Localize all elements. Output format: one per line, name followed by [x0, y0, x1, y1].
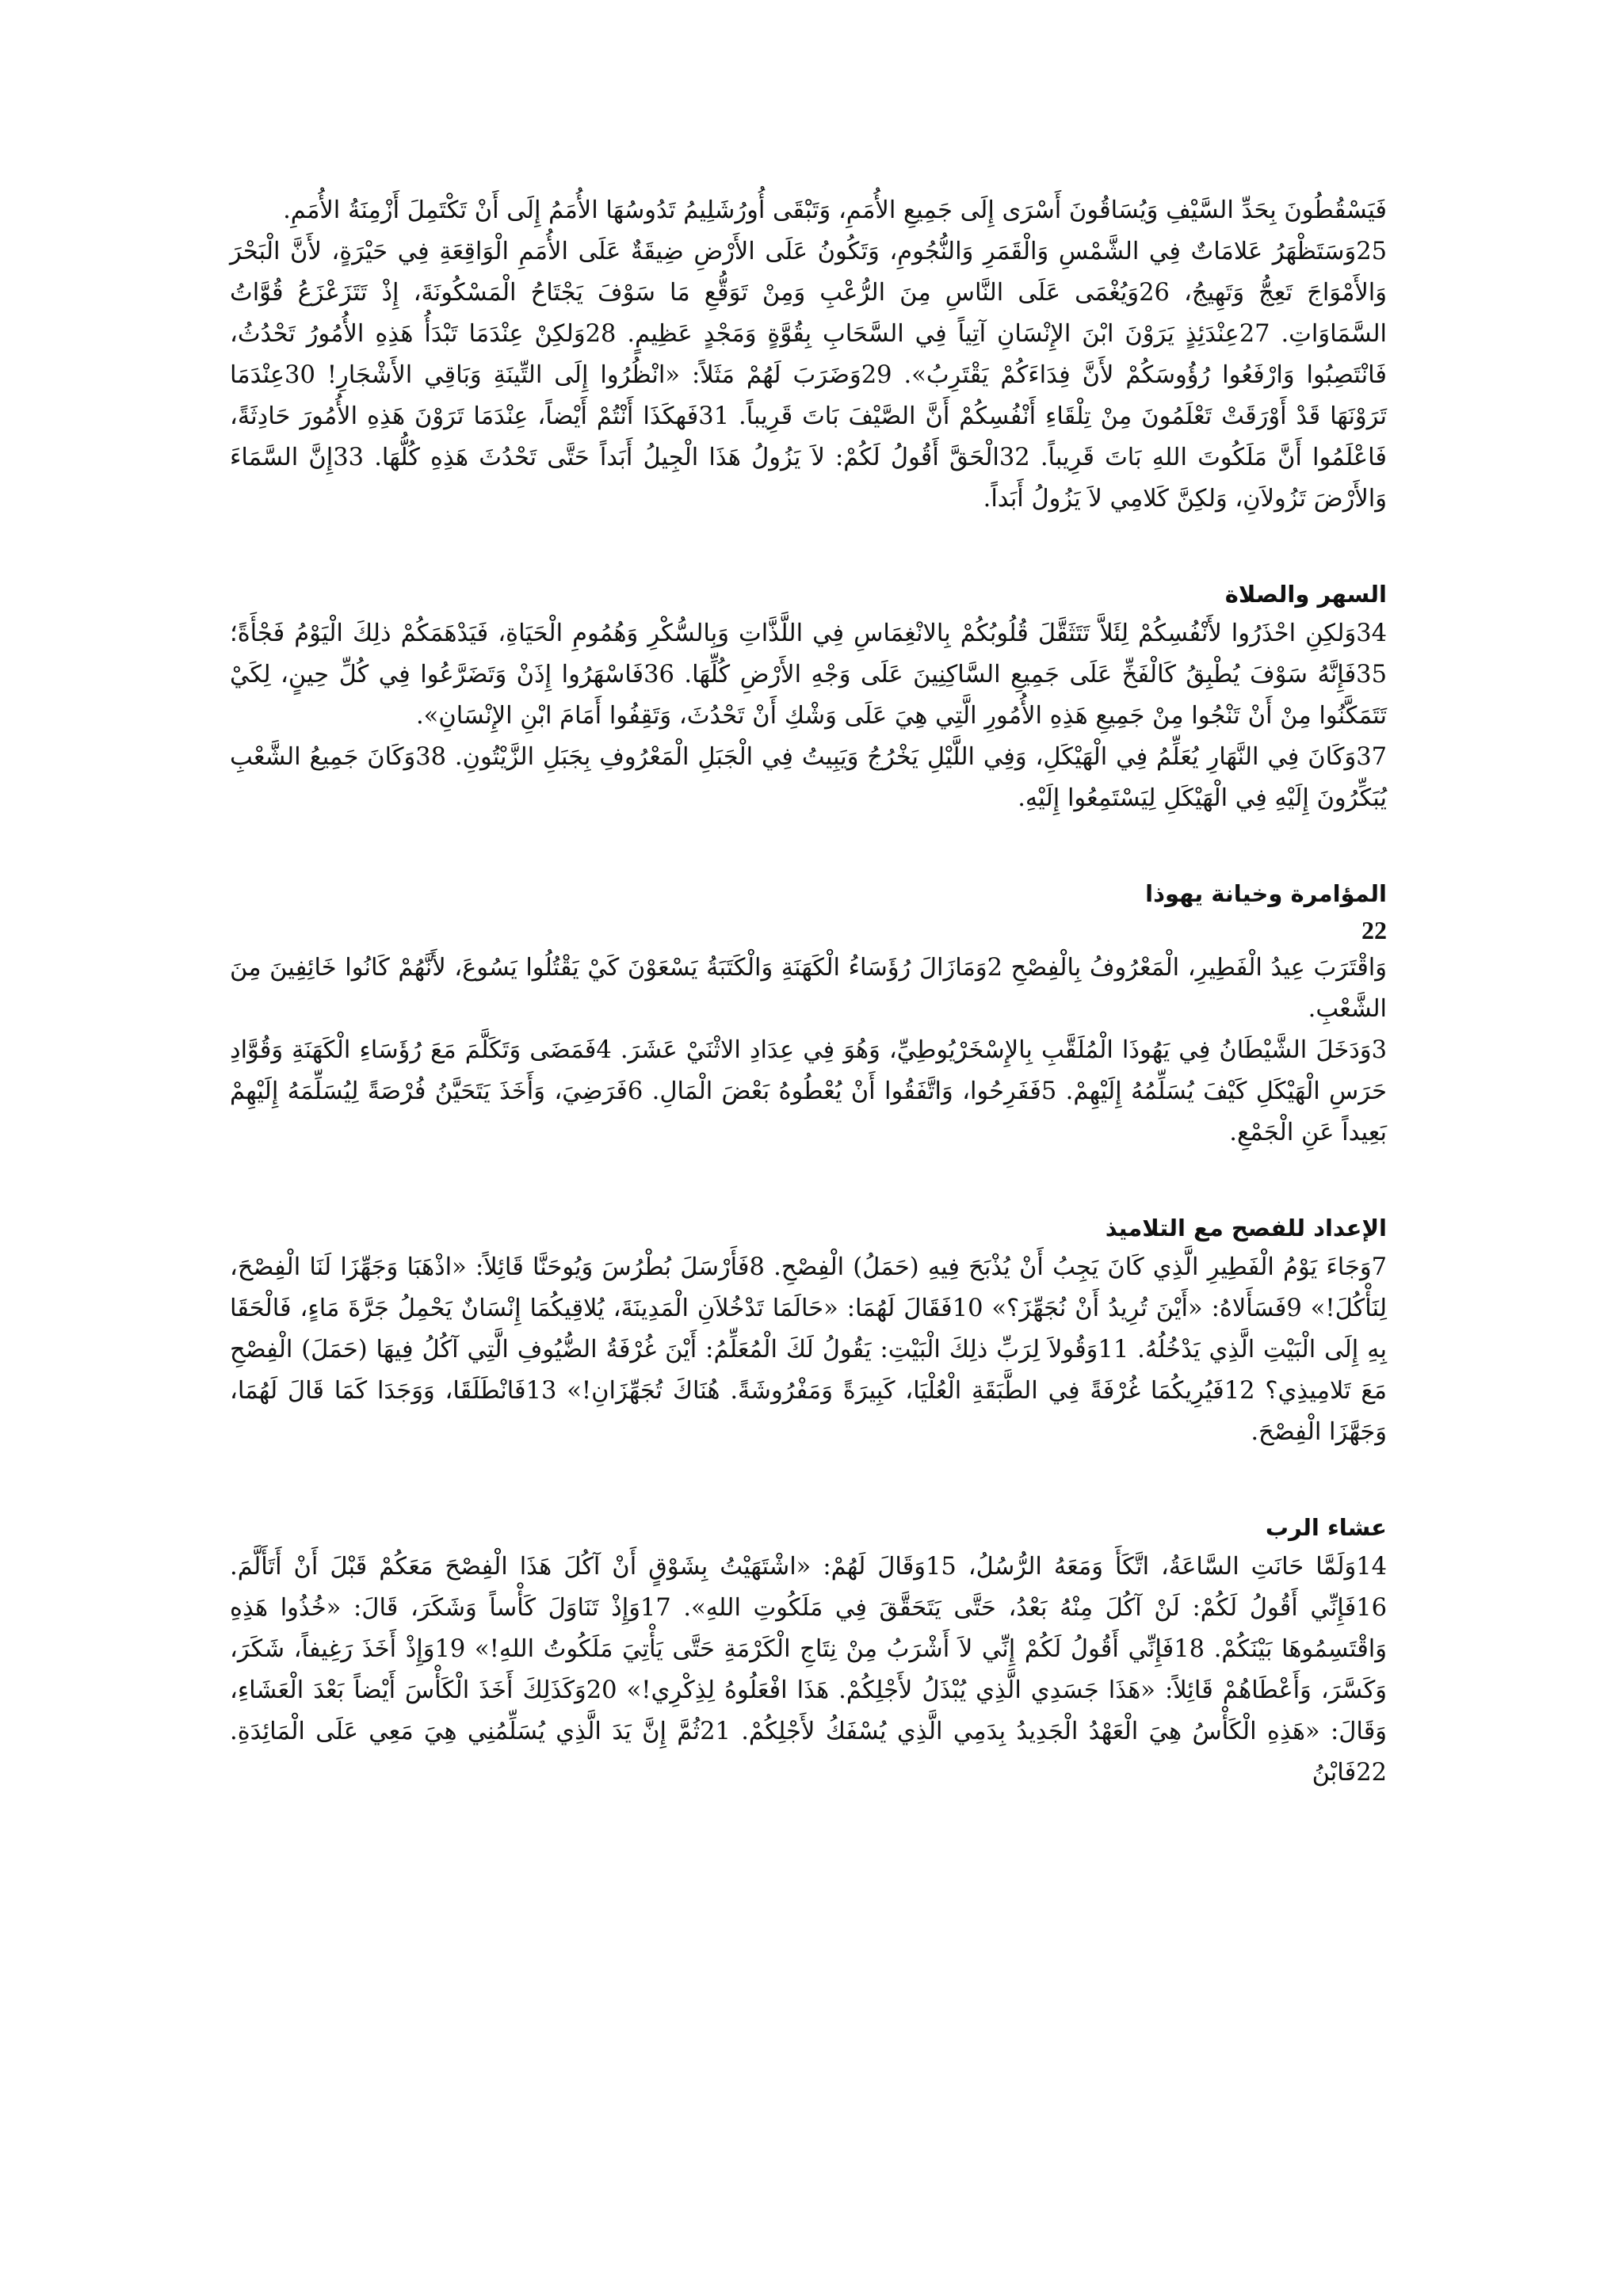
section-judas-betrayal: [230, 875, 1387, 1154]
section-passover-preparation: [230, 1209, 1387, 1453]
section-lords-supper: [230, 1508, 1387, 1794]
paragraph: وَاقْتَرَبَ عِيدُ الْفَطِيرِ، الْمَعْرُوفُ بِالْفِصْحِ 2وَمَازَالَ رُؤَسَاءُ الْكَهَنَةِ وَالْكَتَبَةُ يَسْعَوْنَ كَيْ يَقْتُلُوا يَسُوعَ، لأَنَّهُمْ كَانُوا خَائِفِينَ مِنَ الشَّعْبِ.: [230, 954, 1387, 1023]
chapter-number: 22: [1361, 916, 1387, 944]
section-heading: الإعداد للفصح مع التلاميذ: [1105, 1215, 1387, 1241]
document-page: [230, 190, 1387, 1794]
paragraph: 7وَجَاءَ يَوْمُ الْفَطِيرِ الَّذِي كَانَ يَجِبُ أَنْ يُذْبَحَ فِيهِ (حَمَلُ) الْفِصْحِ. 8فَأَرْسَلَ بُطْرُسَ وَيُوحَنَّا قَائِلاً: «اذْهَبَا وَجَهِّزَا لَنَا الْفِصْحَ، لِنَأْكُلَ!» 9فَسَأَلاهُ: «أَيْنَ تُرِيدُ أَنْ نُجَهِّزَ؟» 10فَقَالَ لَهُمَا: «حَالَمَا تَدْخُلاَنِ الْمَدِينَةَ، يُلاقِيكُمَا إِنْسَانٌ يَحْمِلُ جَرَّةَ مَاءٍ، فَالْحَقَا بِهِ إِلَى الْبَيْتِ الَّذِي يَدْخُلُهُ. 11وَقُولاَ لِرَبِّ ذلِكَ الْبَيْتِ: يَقُولُ لَكَ الْمُعَلِّمُ: أَيْنَ غُرْفَةُ الضُّيُوفِ الَّتِي آكُلُ فِيهَا (حَمَلَ) الْفِصْحِ مَعَ تَلامِيذِي؟ 12فَيُرِيكُمَا غُرْفَةً فِي الطَّبَقَةِ الْعُلْيَا، كَبِيرَةً وَمَفْرُوشَةً. هُنَاكَ تُجَهِّزَانِ!» 13فَانْطَلَقَا، وَوَجَدَا كَمَا قَالَ لَهُمَا، وَجَهَّزَا الْفِصْحَ.: [230, 1253, 1387, 1446]
section-heading: السهر والصلاة: [1224, 581, 1387, 608]
paragraph: 14وَلَمَّا حَانَتِ السَّاعَةُ، اتَّكَأَ وَمَعَهُ الرُّسُلُ، 15وَقَالَ لَهُمْ: «اشْتَهَيْتُ بِشَوْقٍ أَنْ آكُلَ هَذَا الْفِصْحَ مَعَكُمْ قَبْلَ أَنْ أَتَأَلَّمَ. 16فَإِنِّي أَقُولُ لَكُمْ: لَنْ آكُلَ مِنْهُ بَعْدُ، حَتَّى يَتَحَقَّقَ فِي مَلَكُوتِ اللهِ». 17وَإِذْ تَنَاوَلَ كَأْساً وَشَكَرَ، قَالَ: «خُذُوا هَذِهِ وَاقْتَسِمُوهَا بَيْنَكُمْ. 18فَإِنِّي أَقُولُ لَكُمْ إِنِّي لاَ أَشْرَبُ مِنْ نِتَاجِ الْكَرْمَةِ حَتَّى يَأْتِيَ مَلَكُوتُ اللهِ!» 19وَإِذْ أَخَذَ رَغِيفاً، شَكَرَ، وَكَسَّرَ، وَأَعْطَاهُمْ قَائِلاً: «هَذَا جَسَدِي الَّذِي يُبْذَلُ لأَجْلِكُمْ. هَذَا افْعَلُوهُ لِذِكْرِي!» 20وَكَذَلِكَ أَخَذَ الْكَأْسَ أَيْضاً بَعْدَ الْعَشَاءِ، وَقَالَ: «هَذِهِ الْكَأْسُ هِيَ الْعَهْدُ الْجَدِيدُ بِدَمِي الَّذِي يُسْفَكُ لأَجْلِكُمْ. 21ثُمَّ إِنَّ يَدَ الَّذِي يُسَلِّمُنِي هِيَ مَعِي عَلَى الْمَائِدَةِ. 22فَابْنُ: [230, 1553, 1388, 1787]
paragraph: 25وَسَتَظْهَرُ عَلامَاتٌ فِي الشَّمْسِ وَالْقَمَرِ وَالنُّجُومِ، وَتَكُونُ عَلَى الأَرْضِ ضِيقَةٌ عَلَى الأُمَمِ الْوَاقِعَةِ فِي حَيْرَةٍ، لأَنَّ الْبَحْرَ وَالأَمْوَاجَ تَعِجُّ وَتَهِيجُ، 26وَيُغْمَى عَلَى النَّاسِ مِنَ الرُّعْبِ وَمِنْ تَوَقُّعِ مَا سَوْفَ يَجْتَاحُ الْمَسْكُونَةَ، إِذْ تَتَزَعْزَعُ قُوَّاتُ السَّمَاوَاتِ. 27عِنْدَئِذٍ يَرَوْنَ ابْنَ الإِنْسَانِ آتِياً فِي السَّحَابِ بِقُوَّةٍ وَمَجْدٍ عَظِيمٍ. 28وَلكِنْ عِنْدَمَا تَبْدَأُ هَذِهِ الأُمُورُ تَحْدُثُ، فَانْتَصِبُوا وَارْفَعُوا رُؤُوسَكُمْ لأَنَّ فِدَاءَكُمْ يَقْتَرِبُ». 29وَضَرَبَ لَهُمْ مَثَلاً: «انْظُرُوا إِلَى التِّينَةِ وَبَاقِي الأَشْجَارِ! 30عِنْدَمَا تَرَوْنَهَا قَدْ أَوْرَقَتْ تَعْلَمُونَ مِنْ تِلْقَاءِ أَنْفُسِكُمْ أَنَّ الصَّيْفَ بَاتَ قَرِيباً. 31فَهكَذَا أَنْتُمْ أَيْضاً، عِنْدَمَا تَرَوْنَ هَذِهِ الأُمُورَ حَادِثَةً، فَاعْلَمُوا أَنَّ مَلَكُوتَ اللهِ بَاتَ قَرِيباً. 32الْحَقَّ أَقُولُ لَكُمْ: لاَ يَزُولُ هَذَا الْجِيلُ أَبَداً حَتَّى تَحْدُثَ هَذِهِ كُلُّهَا. 33إِنَّ السَّمَاءَ وَالأَرْضَ تَزُولاَنِ، وَلكِنَّ كَلامِي لاَ يَزُولُ أَبَداً.: [230, 238, 1388, 513]
section-watch-and-pray: [230, 575, 1387, 819]
paragraph: 3وَدَخَلَ الشَّيْطَانُ فِي يَهُوذَا الْمُلَقَّبِ بِالإِسْخَرْيُوطِيِّ، وَهُوَ فِي عِدَادِ الاثْنَيْ عَشَرَ. 4فَمَضَى وَتَكَلَّمَ مَعَ رُؤَسَاءِ الْكَهَنَةِ وَقُوَّادِ حَرَسِ الْهَيْكَلِ كَيْفَ يُسَلِّمُهُ إِلَيْهِمْ. 5فَفَرِحُوا، وَاتَّفَقُوا أَنْ يُعْطُوهُ بَعْضَ الْمَالِ. 6فَرَضِيَ، وَأَخَذَ يَتَحَيَّنُ فُرْصَةً لِيُسَلِّمَهُ إِلَيْهِمْ بَعِيداً عَنِ الْجَمْعِ.: [230, 1036, 1387, 1146]
paragraph: 37وَكَانَ فِي النَّهَارِ يُعَلِّمُ فِي الْهَيْكَلِ، وَفِي اللَّيْلِ يَخْرُجُ وَيَبِيتُ فِي الْجَبَلِ الْمَعْرُوفِ بِجَبَلِ الزَّيْتُونِ. 38وَكَانَ جَمِيعُ الشَّعْبِ يُبَكِّرُونَ إِلَيْهِ فِي الْهَيْكَلِ لِيَسْتَمِعُوا إِلَيْهِ.: [230, 743, 1387, 812]
section-luke-21-prophecy: [230, 190, 1387, 520]
paragraph: فَيَسْقُطُونَ بِحَدِّ السَّيْفِ وَيُسَاقُونَ أَسْرَى إِلَى جَمِيعِ الأُمَمِ، وَتَبْقَى أُورُشَلِيمُ تَدُوسُهَا الأُمَمُ إِلَى أَنْ تَكْتَمِلَ أَزْمِنَةُ الأُمَمِ.: [283, 196, 1387, 224]
section-heading: المؤامرة وخيانة يهوذا: [1145, 880, 1387, 907]
paragraph: 34وَلكِنِ احْذَرُوا لأَنْفُسِكُمْ لِئَلاَّ تَتَثَقَّلَ قُلُوبُكُمْ بِالانْغِمَاسِ فِي اللَّذَّاتِ وَبِالسُّكْرِ وَهُمُومِ الْحَيَاةِ، فَيَدْهَمَكُمْ ذلِكَ الْيَوْمُ فَجْأَةً؛ 35فَإِنَّهُ سَوْفَ يُطْبِقُ كَالْفَخِّ عَلَى جَمِيعِ السَّاكِنِينَ عَلَى وَجْهِ الأَرْضِ كُلِّهَا. 36فَاسْهَرُوا إِذَنْ وَتَضَرَّعُوا فِي كُلِّ حِينٍ، لِكَيْ تَتَمَكَّنُوا مِنْ أَنْ تَنْجُوا مِنْ جَمِيعِ هَذِهِ الأُمُورِ الَّتِي هِيَ عَلَى وَشْكِ أَنْ تَحْدُثَ، وَتَقِفُوا أَمَامَ ابْنِ الإِنْسَانِ».: [230, 620, 1387, 730]
section-heading: عشاء الرب: [1265, 1514, 1387, 1541]
